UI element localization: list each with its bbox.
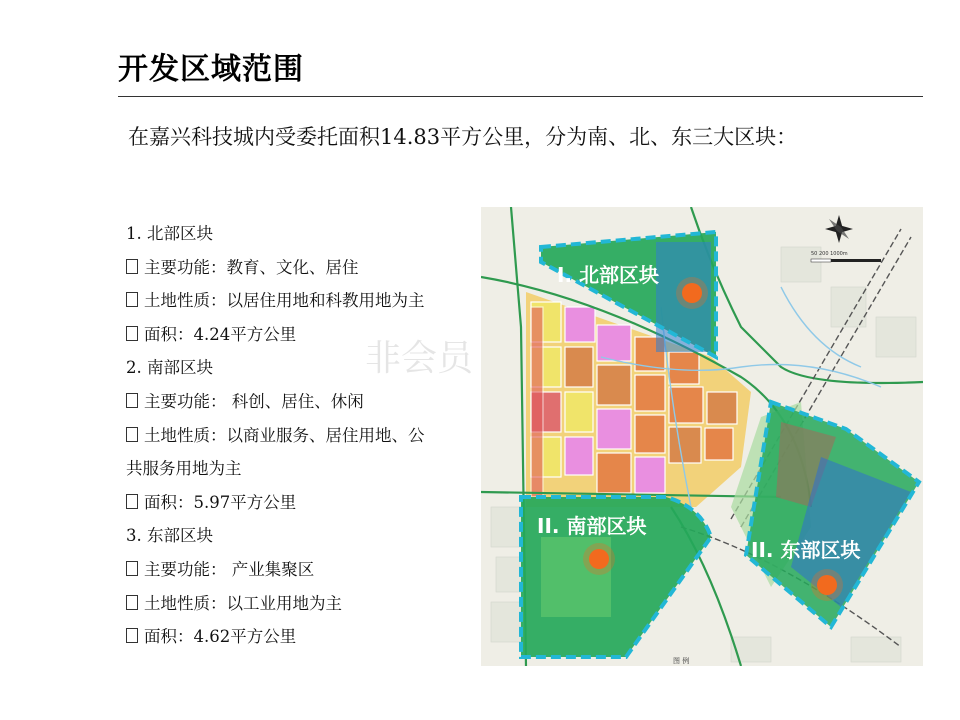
north-block-area: 面积：4.24平方公里 (126, 318, 471, 352)
orange-dot-marker-icon (811, 569, 843, 601)
slide-title: 开发区域范围 (118, 52, 304, 87)
svg-text:50 200 1000m: 50 200 1000m (811, 251, 848, 257)
title-divider (118, 96, 923, 97)
planning-map (481, 207, 923, 666)
map-legend-label: 图 例 (673, 657, 690, 665)
bullet-box-icon (126, 259, 138, 274)
south-block-area: 面积：5.97平方公里 (126, 486, 471, 520)
bullet-box-icon (126, 561, 138, 576)
south-block-function: 主要功能： 科创、居住、休闲 (126, 385, 471, 419)
north-block-label: I. 北部区块 (557, 263, 660, 287)
watermark-text: 非会员 (365, 338, 474, 379)
block-list (126, 217, 474, 654)
east-block-function: 主要功能： 产业集聚区 (126, 553, 471, 587)
east-block-area: 面积：4.62平方公里 (126, 620, 471, 654)
bullet-box-icon (126, 393, 138, 408)
north-block-land-use: 土地性质：以居住用地和科教用地为主 (126, 284, 471, 318)
bullet-box-icon (126, 595, 138, 610)
intro-text: 在嘉兴科技城内受委托面积14.83平方公里，分为南、北、东三大区块： (128, 125, 798, 149)
south-block-heading: 2. 南部区块 (126, 358, 213, 378)
bullet-box-icon (126, 494, 138, 509)
east-block-heading: 3. 东部区块 (126, 526, 213, 546)
east-block-land-use: 土地性质：以工业用地为主 (126, 587, 471, 621)
south-block-land-use: 土地性质：以商业服务、居住用地、公 (126, 419, 471, 453)
bullet-box-icon (126, 326, 138, 341)
east-block-label: II. 东部区块 (751, 538, 861, 562)
bullet-box-icon (126, 427, 138, 442)
south-block-land-use-continued: 共服务用地为主 (126, 459, 242, 479)
north-block-function: 主要功能：教育、文化、居住 (126, 251, 471, 285)
bullet-box-icon (126, 628, 138, 643)
south-block-label: II. 南部区块 (537, 514, 647, 538)
orange-dot-marker-icon (676, 277, 708, 309)
bullet-box-icon (126, 292, 138, 307)
orange-dot-marker-icon (583, 543, 615, 575)
north-block-heading: 1. 北部区块 (126, 224, 213, 243)
